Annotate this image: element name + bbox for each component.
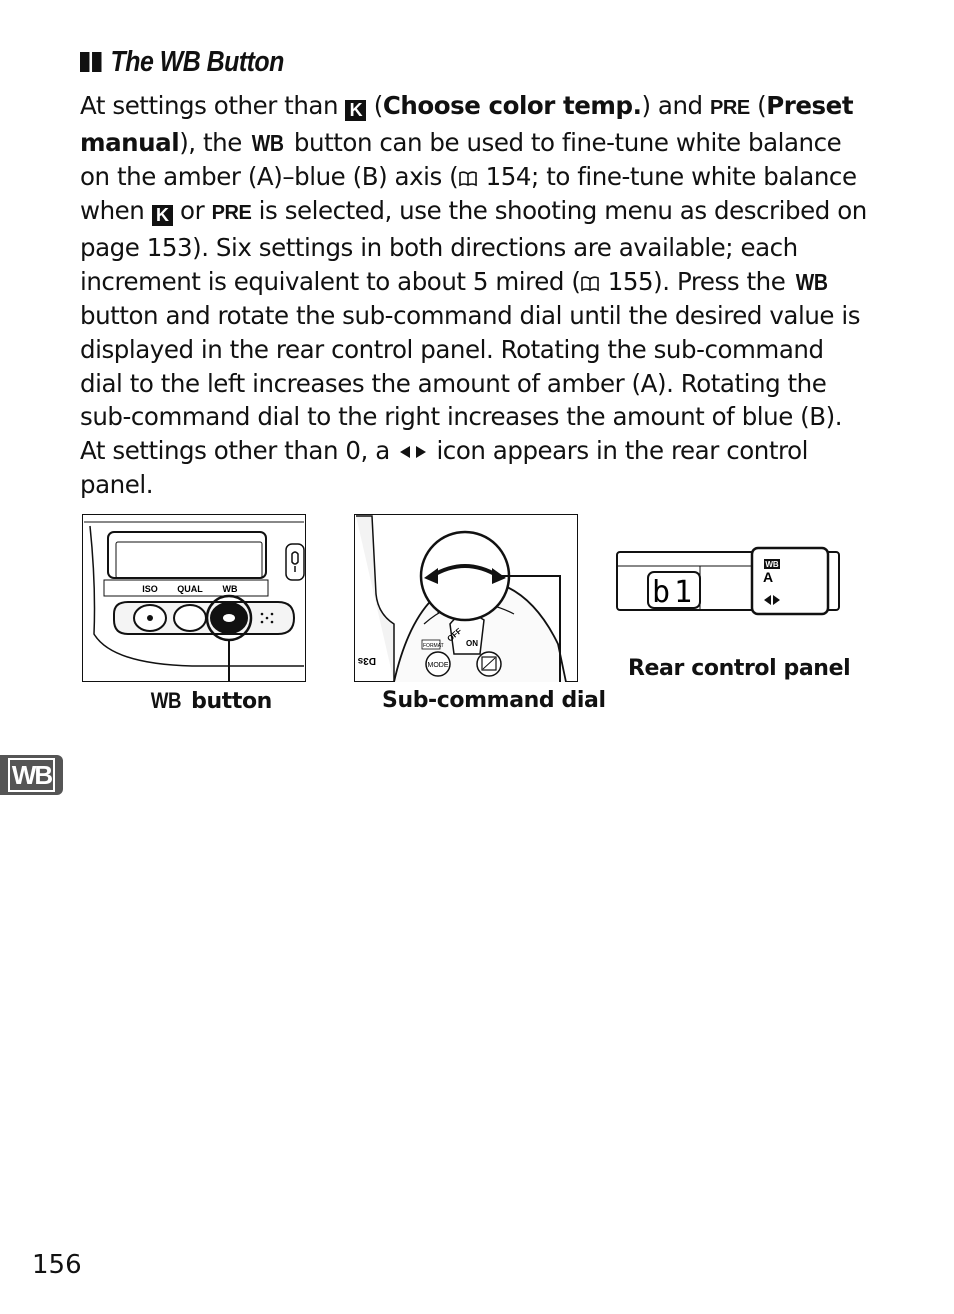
auto-mode-letter: A [763, 569, 774, 585]
pre-term: PRE [710, 97, 750, 119]
wb-indicator-label: WB [765, 560, 779, 569]
left-right-arrows-icon [397, 444, 429, 460]
text-run: is selected, use the shooting menu as described on page 153). Six settings in both directions are available; each increment is equivalent to about 5 mired ( [80, 196, 867, 296]
color-temp-k-icon: K [152, 205, 173, 226]
heading-marker-icon [92, 52, 101, 72]
rear-control-panel-caption: Rear control panel [628, 656, 851, 681]
wb-button-caption [148, 688, 272, 714]
section-heading [80, 46, 284, 79]
text-run: or [172, 196, 212, 226]
model-label: D3s [357, 655, 376, 666]
chapter-tab-wb [0, 755, 63, 795]
pre-term: PRE [211, 202, 252, 225]
wb-label: WB [222, 584, 238, 594]
qual-label: QUAL [177, 584, 203, 594]
microphone-button-icon [286, 544, 304, 580]
book-reference-icon [458, 171, 478, 187]
text-run: ( [749, 91, 767, 120]
caption-text: button [183, 689, 272, 714]
text-run: 155). Press the [600, 266, 793, 296]
text-run: 154; to fine-tune white balance when [80, 162, 857, 226]
off-label: OFF [445, 626, 464, 644]
book-reference-icon [580, 276, 600, 292]
body-paragraph [80, 89, 870, 501]
text-run: icon appears in the rear control panel. [80, 436, 808, 499]
qual-button-icon [174, 605, 206, 631]
rear-control-panel-figure [612, 546, 844, 618]
text-run: ), the [179, 127, 250, 157]
chapter-tab-label: WB [8, 758, 55, 792]
text-run: ( [366, 91, 383, 120]
wb-term: WB [795, 268, 828, 295]
iso-label: ISO [142, 584, 158, 594]
text-run: At settings other than [80, 91, 346, 120]
format-label: FORMAT [423, 643, 444, 649]
wb-button-figure [82, 514, 306, 682]
page-number: 156 [32, 1250, 82, 1280]
caption-wb-term: WB [150, 688, 182, 713]
lcd-display-value: b1 [651, 575, 697, 610]
text-run: button can be used to fine-tune white balance on the amber (A)–blue (B) axis ( [80, 127, 842, 192]
mode-label: MODE [427, 662, 449, 669]
heading-marker-icon [80, 52, 89, 72]
text-run: ) and [641, 91, 710, 120]
color-temp-k-icon: K [345, 100, 366, 121]
sub-command-dial-caption: Sub-command dial [382, 688, 606, 713]
preset-manual-term: Preset manual [80, 91, 854, 157]
wb-term: WB [251, 129, 284, 156]
text-run: button and rotate the sub-command dial until the desired value is displayed in the rear control panel. Rotating the sub-command dial to the left increases the amount of amber (A). Rotating the sub-command dial to the right increases the amount of blue (B). At settings other than 0, a [80, 301, 861, 466]
choose-color-temp-term: Choose color temp. [382, 91, 642, 120]
on-label: ON [466, 639, 478, 648]
sub-command-dial-figure [354, 514, 578, 682]
heading-title: The WB Button [110, 46, 284, 78]
